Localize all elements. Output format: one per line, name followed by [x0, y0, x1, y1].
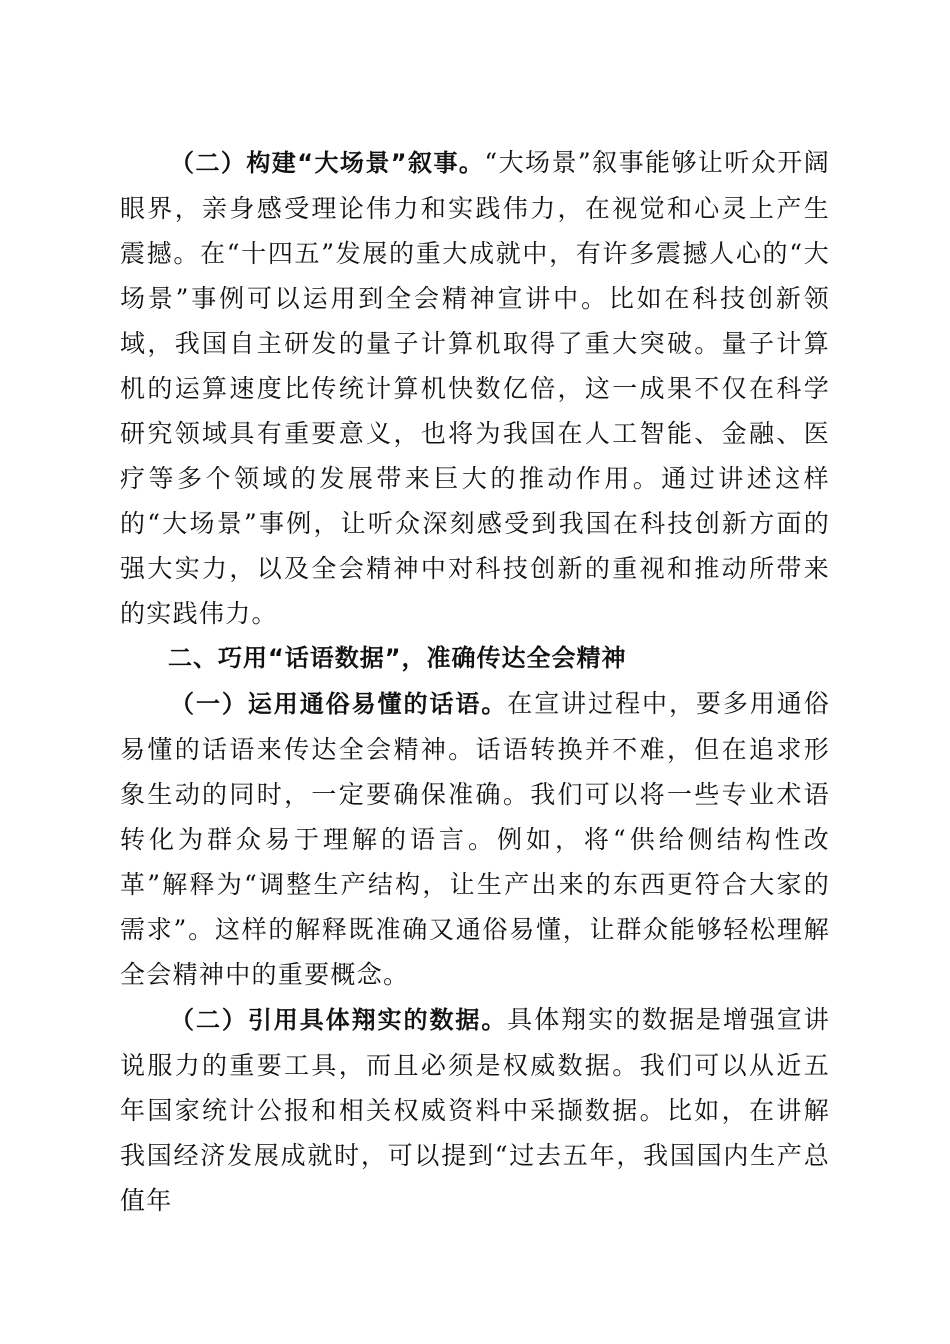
paragraph-plain-language	[120, 681, 830, 997]
section-heading: 二、巧用“话语数据”，准确传达全会精神	[168, 644, 627, 672]
document-body	[120, 140, 830, 1223]
paragraph-large-scene-narrative	[120, 140, 830, 636]
paragraph-lead: （一）运用通俗易懂的话语。	[170, 690, 508, 718]
paragraph-data-citation	[120, 997, 830, 1223]
paragraph-text: 具体翔实的数据是增强宣讲说服力的重要工具，而且必须是权威数据。我们可以从近五年国家统计公报和相关权威资料中采撷数据。比如，在讲解我国经济发展成就时，可以提到“过去五年，我国国内生产总值年	[120, 1005, 830, 1215]
paragraph-text: “大场景”叙事能够让听众开阔眼界，亲身感受理论伟力和实践伟力，在视觉和心灵上产生震撼。在“十四五”发展的重大成就中，有许多震撼人心的“大场景”事例可以运用到全会精神宣讲中。比如在科技创新领域，我国自主研发的量子计算机取得了重大突破。量子计算机的运算速度比传统计算机快数亿倍，这一成果不仅在科学研究领域具有重要意义，也将为我国在人工智能、金融、医疗等多个领域的发展带来巨大的推动作用。通过讲述这样的“大场景”事例，让听众深刻感受到我国在科技创新方面的强大实力，以及全会精神中对科技创新的重视和推动所带来的实践伟力。	[120, 148, 830, 628]
paragraph-lead: （二）构建“大场景”叙事。	[170, 149, 485, 177]
paragraph-lead: （二）引用具体翔实的数据。	[170, 1006, 508, 1034]
paragraph-text: 在宣讲过程中，要多用通俗易懂的话语来传达全会精神。话语转换并不难，但在追求形象生动的同时，一定要确保准确。我们可以将一些专业术语转化为群众易于理解的语言。例如，将“供给侧结构性改革”解释为“调整生产结构，让生产出来的东西更符合大家的需求”。这样的解释既准确又通俗易懂，让群众能够轻松理解全会精神中的重要概念。	[120, 689, 830, 989]
